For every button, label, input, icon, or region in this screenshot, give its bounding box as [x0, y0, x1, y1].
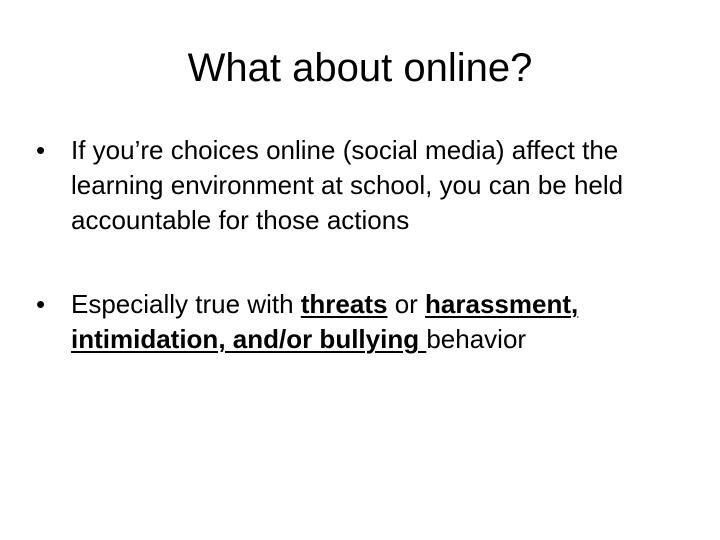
bullet-text-suffix: behavior: [426, 324, 527, 354]
bullet-list: [36, 133, 686, 357]
bullet-marker: •: [36, 289, 46, 319]
emphasis-threats: threats: [300, 289, 388, 319]
emphasis-harassment: harassment, intimidation, and/or bullying: [71, 289, 579, 354]
bullet-item-threats: [36, 287, 686, 357]
bullet-text: If you’re choices online (social media) affect the learning environment at school, you can be held accountable for those actions: [71, 135, 624, 235]
slide-title: What about online?: [187, 46, 533, 90]
bullet-text-middle: or: [387, 289, 426, 319]
bullet-text-prefix: Especially true with: [71, 289, 301, 319]
bullet-item-accountability: [36, 133, 686, 238]
bullet-marker: •: [36, 135, 46, 165]
